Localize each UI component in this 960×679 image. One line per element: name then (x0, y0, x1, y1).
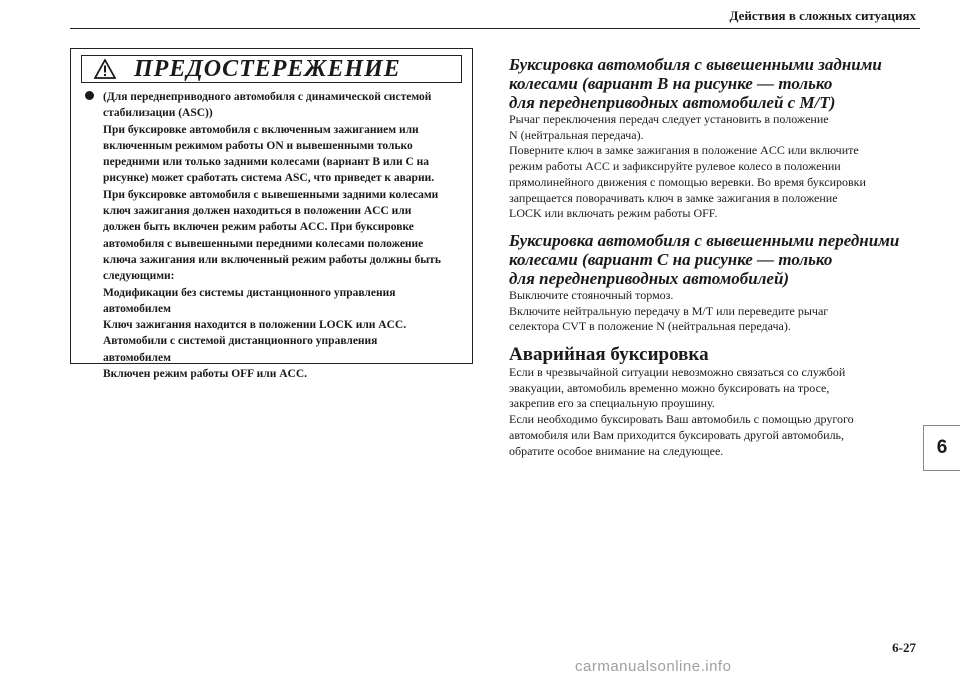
warning-triangle-icon (94, 59, 116, 79)
body-line: Если в чрезвычайной ситуации невозможно связаться со службой (509, 365, 846, 379)
warning-text (103, 89, 463, 382)
watermark: carmanualsonline.info (575, 658, 732, 675)
heading-line: колесами (вариант C на рисунке — только (509, 250, 833, 269)
body-line: Рычаг переключения передач следует установить в положение (509, 112, 829, 126)
warning-line: автомобиля с вывешенными передними колесами положение (103, 237, 424, 250)
body-line: автомобиля или Вам приходится буксировать другой автомобиль, (509, 427, 845, 442)
section-body (509, 288, 929, 335)
section-body (509, 112, 929, 222)
body-line: селектора CVT в положение N (нейтральная передача). (509, 319, 791, 334)
section-rear-wheels-raised (509, 55, 929, 222)
heading-line: для переднеприводных автомобилей с М/Т) (509, 93, 836, 112)
body-line: Включите нейтральную передачу в М/Т или переведите рычаг (509, 303, 829, 318)
heading-line: Буксировка автомобиля с вывешенными задними (509, 55, 882, 74)
body-line: Если необходимо буксировать Ваш автомобиль с помощью другого (509, 412, 854, 427)
warning-header (81, 55, 462, 83)
warning-line: включенным режимом работы ON и вывешенными только (103, 139, 413, 152)
body-line: закрепив его за специальную проушину. (509, 396, 715, 411)
warning-line: автомобилем (103, 351, 171, 364)
warning-line: рисунке) может сработать система ASC, что приведет к аварии. (103, 172, 435, 185)
warning-line: ключа зажигания или включенный режим работы должны быть (103, 253, 441, 266)
warning-line: стабилизации (ASC)) (103, 107, 213, 120)
warning-line: передними или только задними колесами (вариант B или C на (103, 156, 430, 169)
section-body (509, 365, 929, 459)
running-header: Действия в сложных ситуациях (729, 8, 916, 23)
warning-line: Автомобили с системой дистанционного управления (103, 335, 378, 348)
warning-line: Модификации без системы дистанционного управления (103, 286, 396, 299)
warning-line: (Для переднеприводного автомобиля с динамической системой (103, 91, 432, 103)
body-line: режим работы ACC и зафиксируйте рулевое колесо в положении (509, 159, 841, 174)
section-heading (509, 55, 929, 112)
body-line: Выключите стояночный тормоз. (509, 288, 674, 302)
heading-line: для переднеприводных автомобилей) (509, 269, 790, 288)
body-line: прямолинейного движения с помощью веревки. Во время буксировки (509, 174, 866, 189)
header-rule (70, 28, 920, 29)
heading-line: колесами (вариант B на рисунке — только (509, 74, 833, 93)
body-line: обратите особое внимание на следующее. (509, 443, 724, 458)
page-number: 6-27 (892, 640, 916, 655)
warning-line: При буксировке автомобиля с включенным зажиганием или (103, 123, 419, 136)
warning-line: должен быть включен режим работы ACC. При буксировке (103, 221, 414, 234)
bullet-icon (85, 91, 94, 100)
body-line: запрещается поворачивать ключ в замке зажигания в положение (509, 190, 838, 205)
warning-line: ключ зажигания должен находиться в положении ACC или (103, 205, 412, 218)
warning-line: автомобилем (103, 302, 171, 315)
warning-title: ПРЕДОСТЕРЕЖЕНИЕ (134, 56, 401, 82)
warning-line: Включен режим работы OFF или ACC. (103, 368, 308, 381)
warning-box (70, 48, 473, 381)
section-emergency-towing (509, 345, 929, 459)
section-heading (509, 231, 929, 288)
section-front-wheels-raised (509, 231, 929, 335)
heading-line: Буксировка автомобиля с вывешенными передними (509, 231, 900, 250)
body-line: Поверните ключ в замке зажигания в положение ACC или включите (509, 143, 859, 158)
warning-line: Ключ зажигания находится в положении LOCK или ACC. (103, 319, 407, 332)
section-heading: Аварийная буксировка (509, 344, 709, 365)
body-line: N (нейтральная передача). (509, 127, 644, 142)
chapter-tab: 6 (923, 425, 960, 471)
body-line: эвакуации, автомобиль временно можно буксировать на тросе, (509, 380, 830, 395)
body-line: LOCK или включать режим работы OFF. (509, 206, 718, 221)
warning-line: следующими: (103, 270, 175, 283)
warning-line: При буксировке автомобиля с вывешенными задними колесами (103, 188, 439, 201)
